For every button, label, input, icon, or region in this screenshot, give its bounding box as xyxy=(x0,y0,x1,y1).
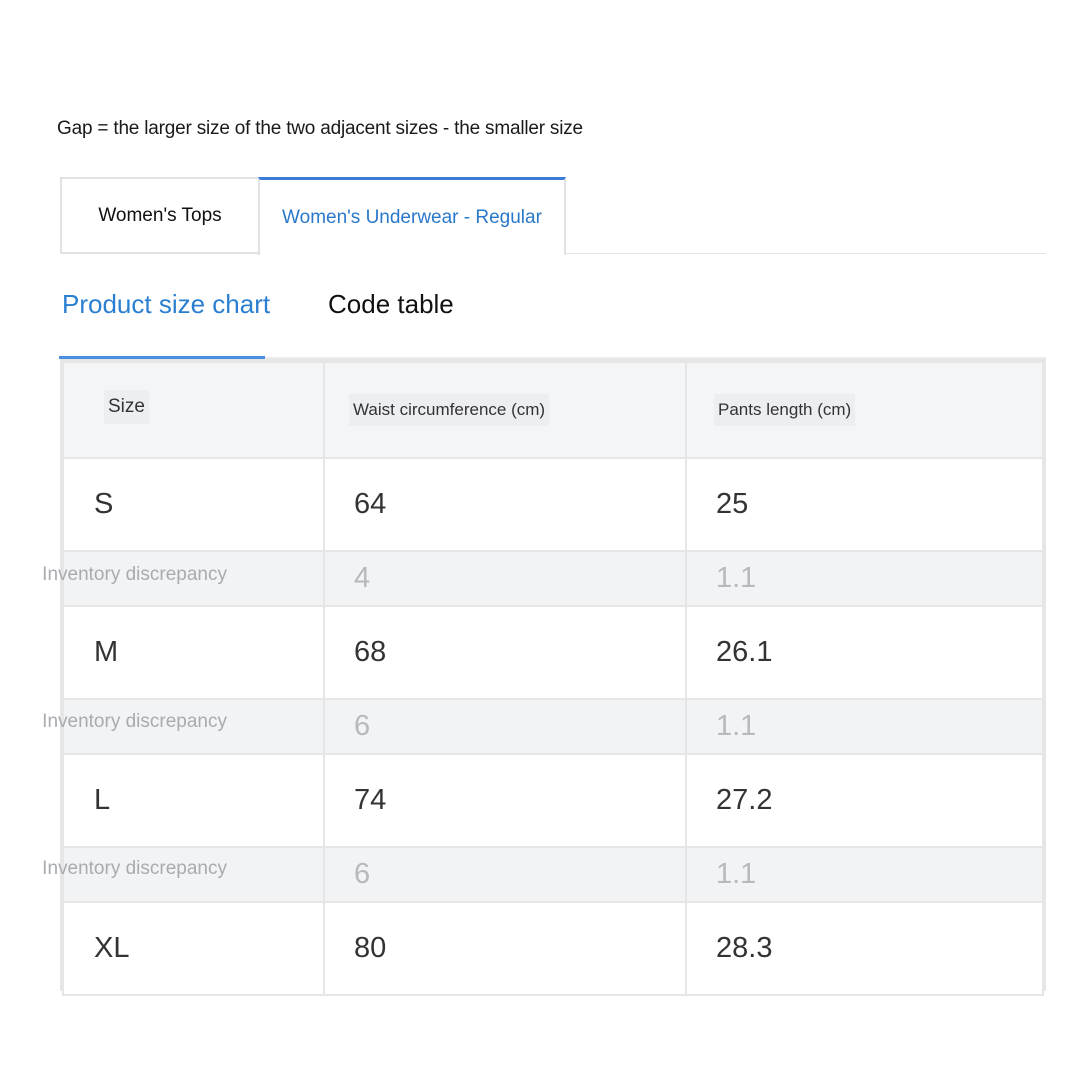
gap-label: Inventory discrepancy xyxy=(42,858,227,879)
cell-pants-length xyxy=(686,754,1043,847)
table-row-size-xl xyxy=(63,902,1043,995)
gap-note: Gap = the larger size of the two adjacent sizes - the smaller size xyxy=(57,118,583,139)
category-tabs xyxy=(60,177,1046,254)
pants-length-value: 28.3 xyxy=(716,932,773,964)
tab-womens-underwear-regular[interactable]: Women's Underwear - Regular xyxy=(258,177,566,255)
header-pants-length-label: Pants length (cm) xyxy=(714,394,855,426)
cell-size xyxy=(63,902,324,995)
cell-waist-gap xyxy=(324,847,686,902)
cell-pants-gap xyxy=(686,699,1043,754)
pants-gap-value: 1.1 xyxy=(716,858,757,890)
header-waist-label: Waist circumference (cm) xyxy=(349,394,549,426)
cell-pants-length xyxy=(686,458,1043,551)
pants-length-value: 26.1 xyxy=(716,636,773,668)
waist-gap-value: 6 xyxy=(354,710,371,742)
gap-label: Inventory discrepancy xyxy=(42,564,227,585)
size-value: XL xyxy=(94,932,130,964)
header-pants-length xyxy=(686,362,1043,458)
waist-gap-value: 4 xyxy=(354,562,371,594)
pants-gap-value: 1.1 xyxy=(716,562,757,594)
tab-product-size-chart[interactable]: Product size chart xyxy=(62,289,271,319)
cell-waist xyxy=(324,606,686,699)
cell-waist xyxy=(324,458,686,551)
table-row-size-s xyxy=(63,458,1043,551)
table-header-row xyxy=(63,362,1043,458)
waist-value: 74 xyxy=(354,784,387,816)
tab-code-table[interactable]: Code table xyxy=(328,289,454,319)
waist-value: 80 xyxy=(354,932,387,964)
waist-value: 68 xyxy=(354,636,387,668)
cell-waist xyxy=(324,902,686,995)
chart-tabs xyxy=(60,285,1046,359)
table-row-size-l xyxy=(63,754,1043,847)
size-value: S xyxy=(94,488,114,520)
tab-womens-tops[interactable]: Women's Tops xyxy=(60,177,260,254)
cell-size xyxy=(63,754,324,847)
pants-gap-value: 1.1 xyxy=(716,710,757,742)
size-value: L xyxy=(94,784,111,816)
cell-waist-gap xyxy=(324,551,686,606)
header-waist xyxy=(324,362,686,458)
pants-length-value: 25 xyxy=(716,488,749,520)
size-table xyxy=(62,361,1044,996)
size-table-container xyxy=(60,359,1046,991)
size-value: M xyxy=(94,636,119,668)
waist-value: 64 xyxy=(354,488,387,520)
cell-pants-gap xyxy=(686,847,1043,902)
cell-pants-length xyxy=(686,606,1043,699)
waist-gap-value: 6 xyxy=(354,858,371,890)
cell-size xyxy=(63,458,324,551)
cell-waist xyxy=(324,754,686,847)
cell-pants-gap xyxy=(686,551,1043,606)
header-size xyxy=(63,362,324,458)
cell-size xyxy=(63,606,324,699)
table-row-size-m xyxy=(63,606,1043,699)
cell-waist-gap xyxy=(324,699,686,754)
header-size-label: Size xyxy=(104,390,149,424)
pants-length-value: 27.2 xyxy=(716,784,773,816)
gap-label: Inventory discrepancy xyxy=(42,711,227,732)
cell-pants-length xyxy=(686,902,1043,995)
